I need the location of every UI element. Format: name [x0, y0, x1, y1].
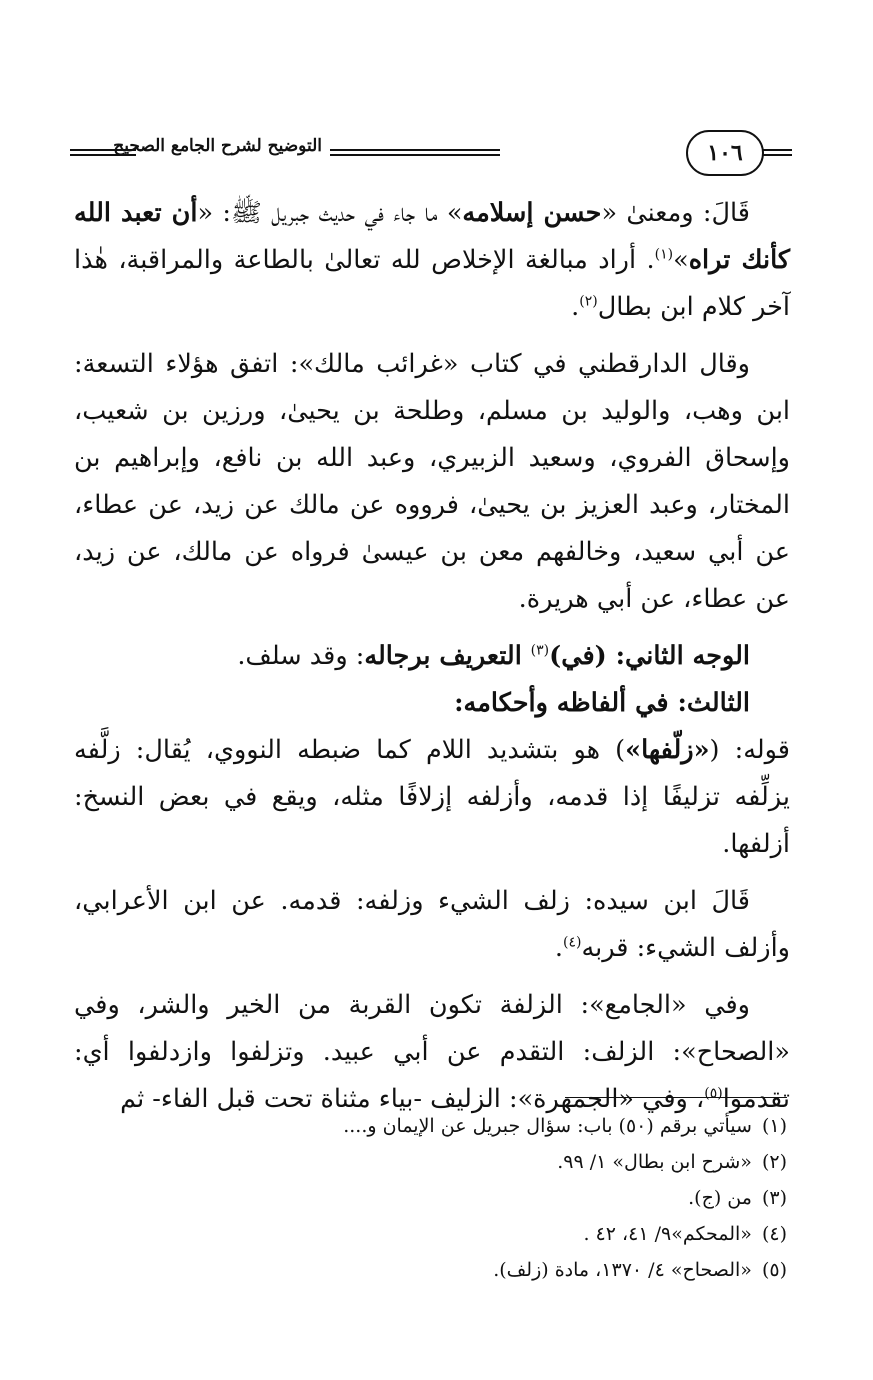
text-run: ، وفي «الجمهرة»: الزليف -بياء مثناة تحت قبل الفاء- ثم — [120, 1084, 705, 1114]
paragraph: وقال الدارقطني في كتاب «غرائب مالك»: اتفق هؤلاء التسعة: ابن وهب، والوليد بن مسلم، وطلحة بن يحيىٰ، ورزين بن شعيب، وإسحاق الفروي، وسعيد الزبيري، وعبد الله بن نافع، وإبراهيم بن المختار، وعبد العزيز بن يحيىٰ، فرووه عن مالك عن زيد، عن عطاء، عن أبي سعيد، وخالفهم معن بن عيسىٰ فرواه عن مالك، عن زيد، عن عطاء، عن أبي هريرة. — [74, 349, 790, 614]
text-run: . — [554, 933, 563, 963]
footnote-text: «المحكم»٩/ ٤١، ٤٢ . — [583, 1223, 752, 1245]
footnote-ref: (٤) — [562, 934, 582, 951]
text-run: » — [673, 245, 689, 275]
footnote-ref: (٢) — [579, 293, 598, 310]
text-run: . — [571, 292, 580, 322]
footnote-text: «الصحاح» ٤/ ١٣٧٠، مادة (زلف). — [493, 1259, 752, 1281]
footnote-number: (٤) — [761, 1223, 787, 1245]
paragraph — [74, 190, 790, 331]
text-run: . أراد مبالغة الإخلاص لله تعالىٰ بالطاعة والمراقبة، هٰذا آخر كلام ابن بطال — [74, 245, 790, 322]
section-heading — [74, 680, 790, 727]
text-run: ) هو بتشديد اللام كما ضبطه النووي، يُقال: زلَّفه يزلِّفه تزليفًا إذا قدمه، وأزلفه إزلافًا مثله، ويقع في بعض النسخ: أزلفها. — [74, 735, 790, 859]
footnote — [87, 1108, 787, 1144]
footnote-ref: (٥) — [704, 1085, 723, 1102]
text-run: قَالَ ابن سيده: زلف الشيء وزلفه: قدمه. عن ابن الأعرابي، وأزلف الشيء: قربه — [74, 886, 790, 963]
paragraph — [74, 878, 790, 972]
page-number: ١٠٦ — [686, 130, 764, 176]
footnote-ref: (١) — [654, 246, 674, 263]
bold-phrase: حسن إسلامه — [462, 198, 602, 228]
bold-phrase: الوجه الثاني: (في) — [549, 641, 750, 671]
running-title: التوضيح لشرح الجامع الصحيح — [113, 136, 322, 156]
footnote — [87, 1180, 787, 1216]
bold-phrase: التعريف برجاله — [364, 641, 531, 671]
footnote — [87, 1144, 787, 1180]
footnote-text: سيأتي برقم (٥٠) باب: سؤال جبريل عن الإيمان و.... — [343, 1115, 752, 1137]
header-rule — [70, 149, 136, 156]
text-run: : وقد سلف. — [237, 641, 365, 671]
footnote — [87, 1252, 787, 1288]
footnote-text: من (ج). — [688, 1187, 752, 1209]
footnote-number: (٢) — [761, 1151, 787, 1173]
text-run: قَالَ: ومعنىٰ « — [601, 198, 750, 228]
header-rule — [330, 149, 500, 156]
footnote — [87, 1216, 787, 1252]
paragraph — [74, 982, 790, 1123]
footnote-text: «شرح ابن بطال» ١/ ٩٩. — [557, 1151, 752, 1173]
footnote-number: (٥) — [761, 1259, 787, 1281]
main-text — [74, 190, 790, 1133]
paragraph — [74, 727, 790, 868]
bold-phrase: أن تعبد الله كأنك تراه — [74, 198, 790, 275]
section-heading — [74, 633, 790, 680]
bold-phrase: «زلّفها» — [625, 735, 710, 765]
running-header — [70, 128, 792, 178]
footnotes — [87, 1108, 787, 1288]
footnote-number: (١) — [761, 1115, 787, 1137]
text-run: وفي «الجامع»: الزلفة تكون القربة من الخير والشر، وفي «الصحاح»: الزلف: التقدم عن أبي عبيد. وتزلفوا وازدلفوا أي: تقدموا — [74, 990, 790, 1114]
footnote-ref: (٣) — [530, 642, 550, 659]
footnote-separator — [565, 1097, 787, 1098]
text-run: » ما جاء في حديث جبريل ﷺ: « — [197, 198, 463, 228]
bold-phrase: الثالث: في ألفاظه وأحكامه: — [454, 688, 750, 718]
text-run: قوله: ( — [709, 735, 790, 765]
footnote-number: (٣) — [761, 1187, 787, 1209]
